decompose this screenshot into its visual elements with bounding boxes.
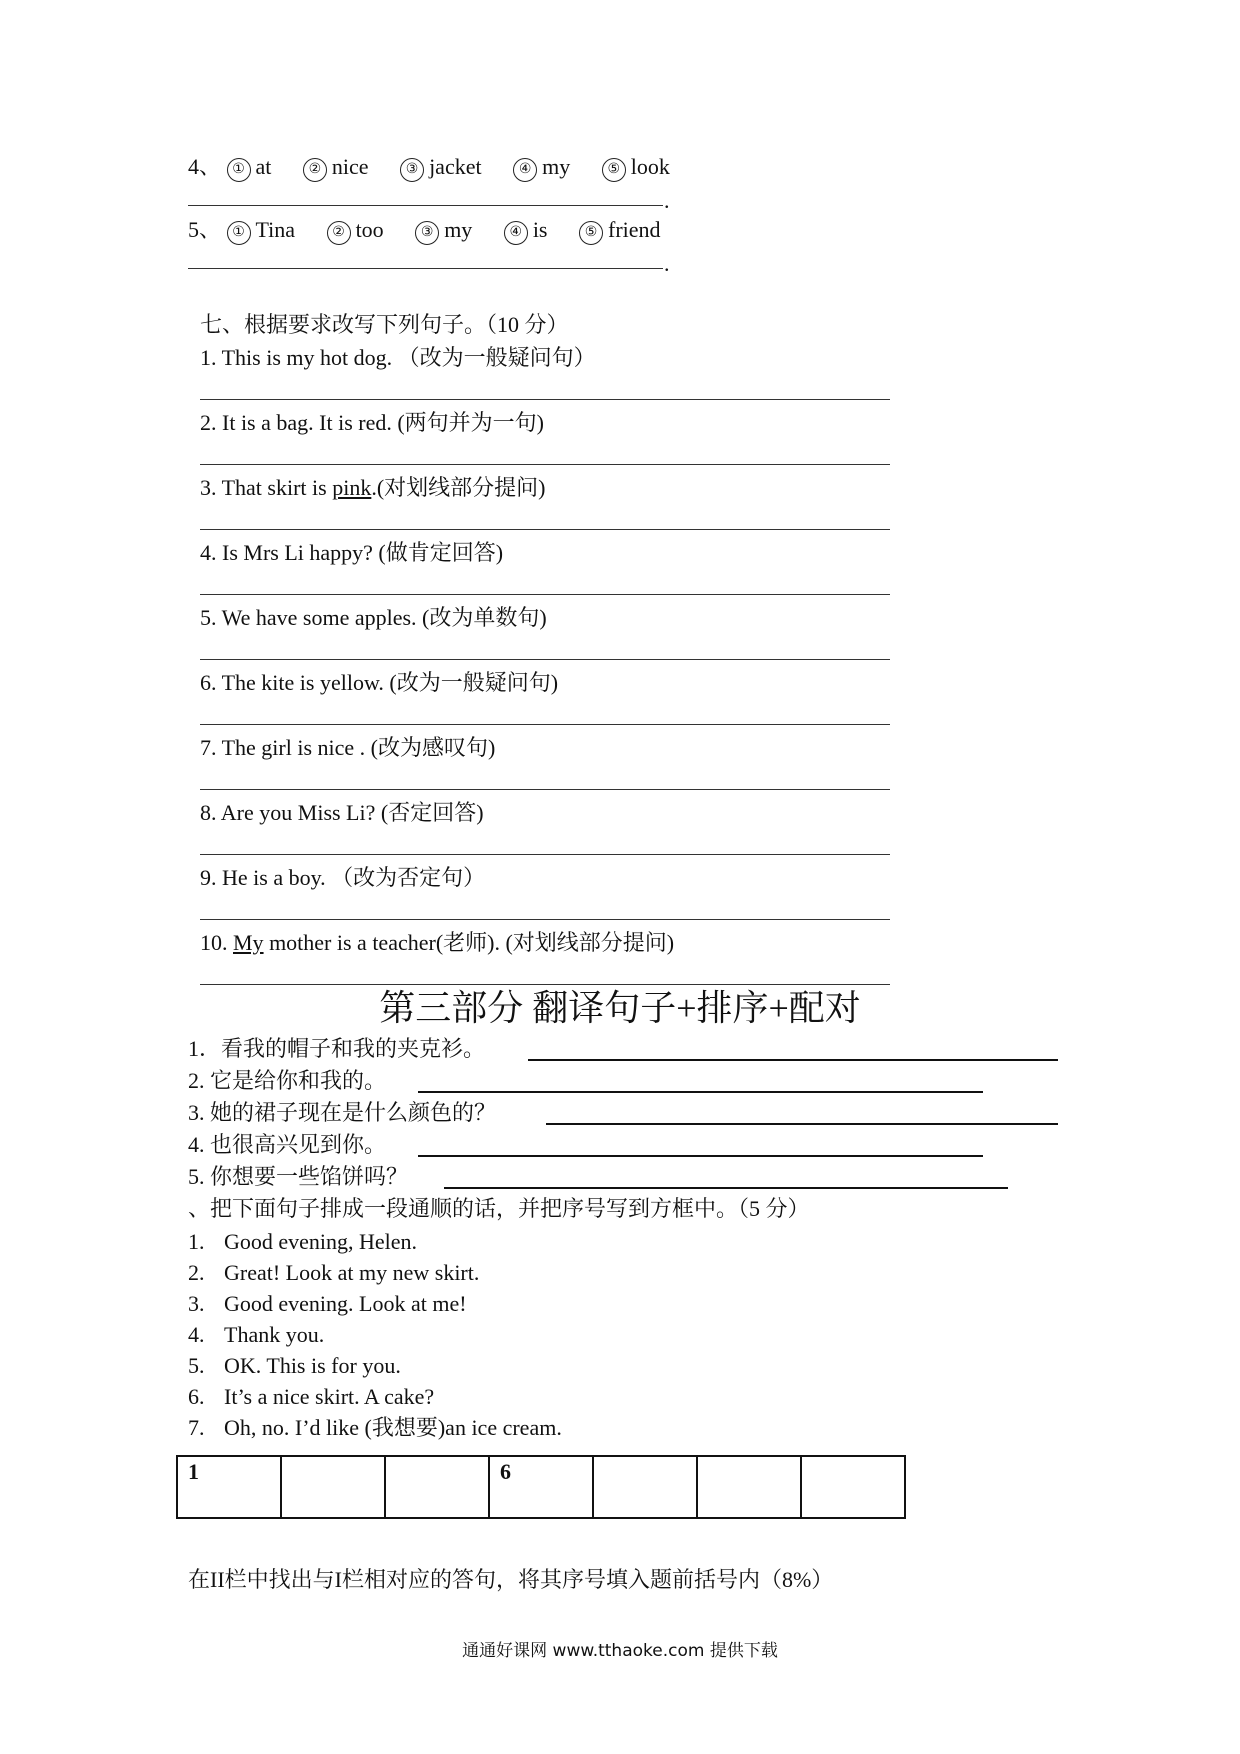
answer-line[interactable] [528,1059,1058,1061]
period-mark: . [664,188,670,213]
answer-line[interactable] [200,984,890,985]
item-number: 5、 [188,217,222,242]
rewrite-item-7: 7. The girl is nice . (改为感叹句) [200,735,496,760]
ordering-title: 、把下面句子排成一段通顺的话，并把序号写到方框中。（5 分） [188,1196,810,1221]
ordering-item-5: 5. OK. This is for you. [188,1353,401,1378]
answer-line[interactable] [200,659,890,660]
rewrite-item-2: 2. It is a bag. It is red. (两句并为一句) [200,410,544,435]
reorder-item-4: 4、 ① at ② nice ③ jacket ④ my ⑤ look [188,152,670,182]
section7-title: 七、根据要求改写下列句子。（10 分） [200,312,569,337]
answer-line[interactable] [444,1187,1008,1189]
translate-item-2: 2. 它是给你和我的。 [188,1068,387,1093]
answer-line[interactable] [200,399,890,400]
ordering-item-7: 7. Oh, no. I’d like (我想要)an ice cream. [188,1415,562,1440]
ordering-item-3: 3. Good evening. Look at me! [188,1291,467,1316]
rewrite-item-3: 3. That skirt is pink.(对划线部分提问) [200,475,546,500]
answer-line[interactable] [200,464,890,465]
answer-line[interactable] [200,724,890,725]
reorder-item-5: 5、 ① Tina ② too ③ my ④ is ⑤ friend [188,215,661,245]
translate-item-3: 3. 她的裙子现在是什么颜色的？ [188,1100,497,1125]
answer-line[interactable] [418,1091,983,1093]
page-footer: 通通好课网 www.tthaoke.com 提供下载 [462,1641,778,1661]
rewrite-item-9: 9. He is a boy. （改为否定句） [200,865,486,890]
rewrite-item-6: 6. The kite is yellow. (改为一般疑问句) [200,670,559,695]
answer-line[interactable] [200,529,890,530]
answer-box[interactable] [697,1456,801,1518]
answer-line[interactable] [418,1155,983,1157]
answer-box[interactable] [281,1456,385,1518]
ordering-item-4: 4. Thank you. [188,1322,325,1347]
underlined-word: pink [332,475,372,500]
rewrite-item-10: 10. My mother is a teacher(老师). (对划线部分提问) [200,930,675,955]
ordering-item-2: 2. Great! Look at my new skirt. [188,1260,480,1285]
rewrite-item-5: 5. We have some apples. (改为单数句) [200,605,547,630]
underlined-word: My [233,930,264,955]
matching-title: 在II栏中找出与I栏相对应的答句，将其序号填入题前括号内（8%） [188,1567,834,1592]
translate-item-5: 5. 你想要一些馅饼吗？ [188,1164,409,1189]
answer-line[interactable] [188,205,663,206]
ordering-answer-boxes [176,1455,906,1519]
answer-box[interactable] [385,1456,489,1518]
period-mark: . [664,251,670,276]
answer-box[interactable] [593,1456,697,1518]
item-number: 4、 [188,154,222,179]
answer-box[interactable]: 6 [489,1456,593,1518]
answer-line[interactable] [200,594,890,595]
ordering-item-1: 1. Good evening, Helen. [188,1229,418,1254]
rewrite-item-1: 1. This is my hot dog. （改为一般疑问句） [200,345,596,370]
answer-line[interactable] [200,854,890,855]
translate-item-4: 4. 也很高兴见到你。 [188,1132,387,1157]
rewrite-item-8: 8. Are you Miss Li? (否定回答) [200,800,484,825]
answer-line[interactable] [200,789,890,790]
translate-item-1: 1．看我的帽子和我的夹克衫。 [188,1036,486,1061]
part3-heading: 第三部分 翻译句子+排序+配对 [379,988,861,1028]
answer-line[interactable] [188,268,663,269]
answer-line[interactable] [200,919,890,920]
answer-box[interactable] [801,1456,905,1518]
rewrite-item-4: 4. Is Mrs Li happy? (做肯定回答) [200,540,504,565]
ordering-item-6: 6. It’s a nice skirt. A cake? [188,1384,435,1409]
answer-box[interactable]: 1 [177,1456,281,1518]
answer-line[interactable] [546,1123,1058,1125]
